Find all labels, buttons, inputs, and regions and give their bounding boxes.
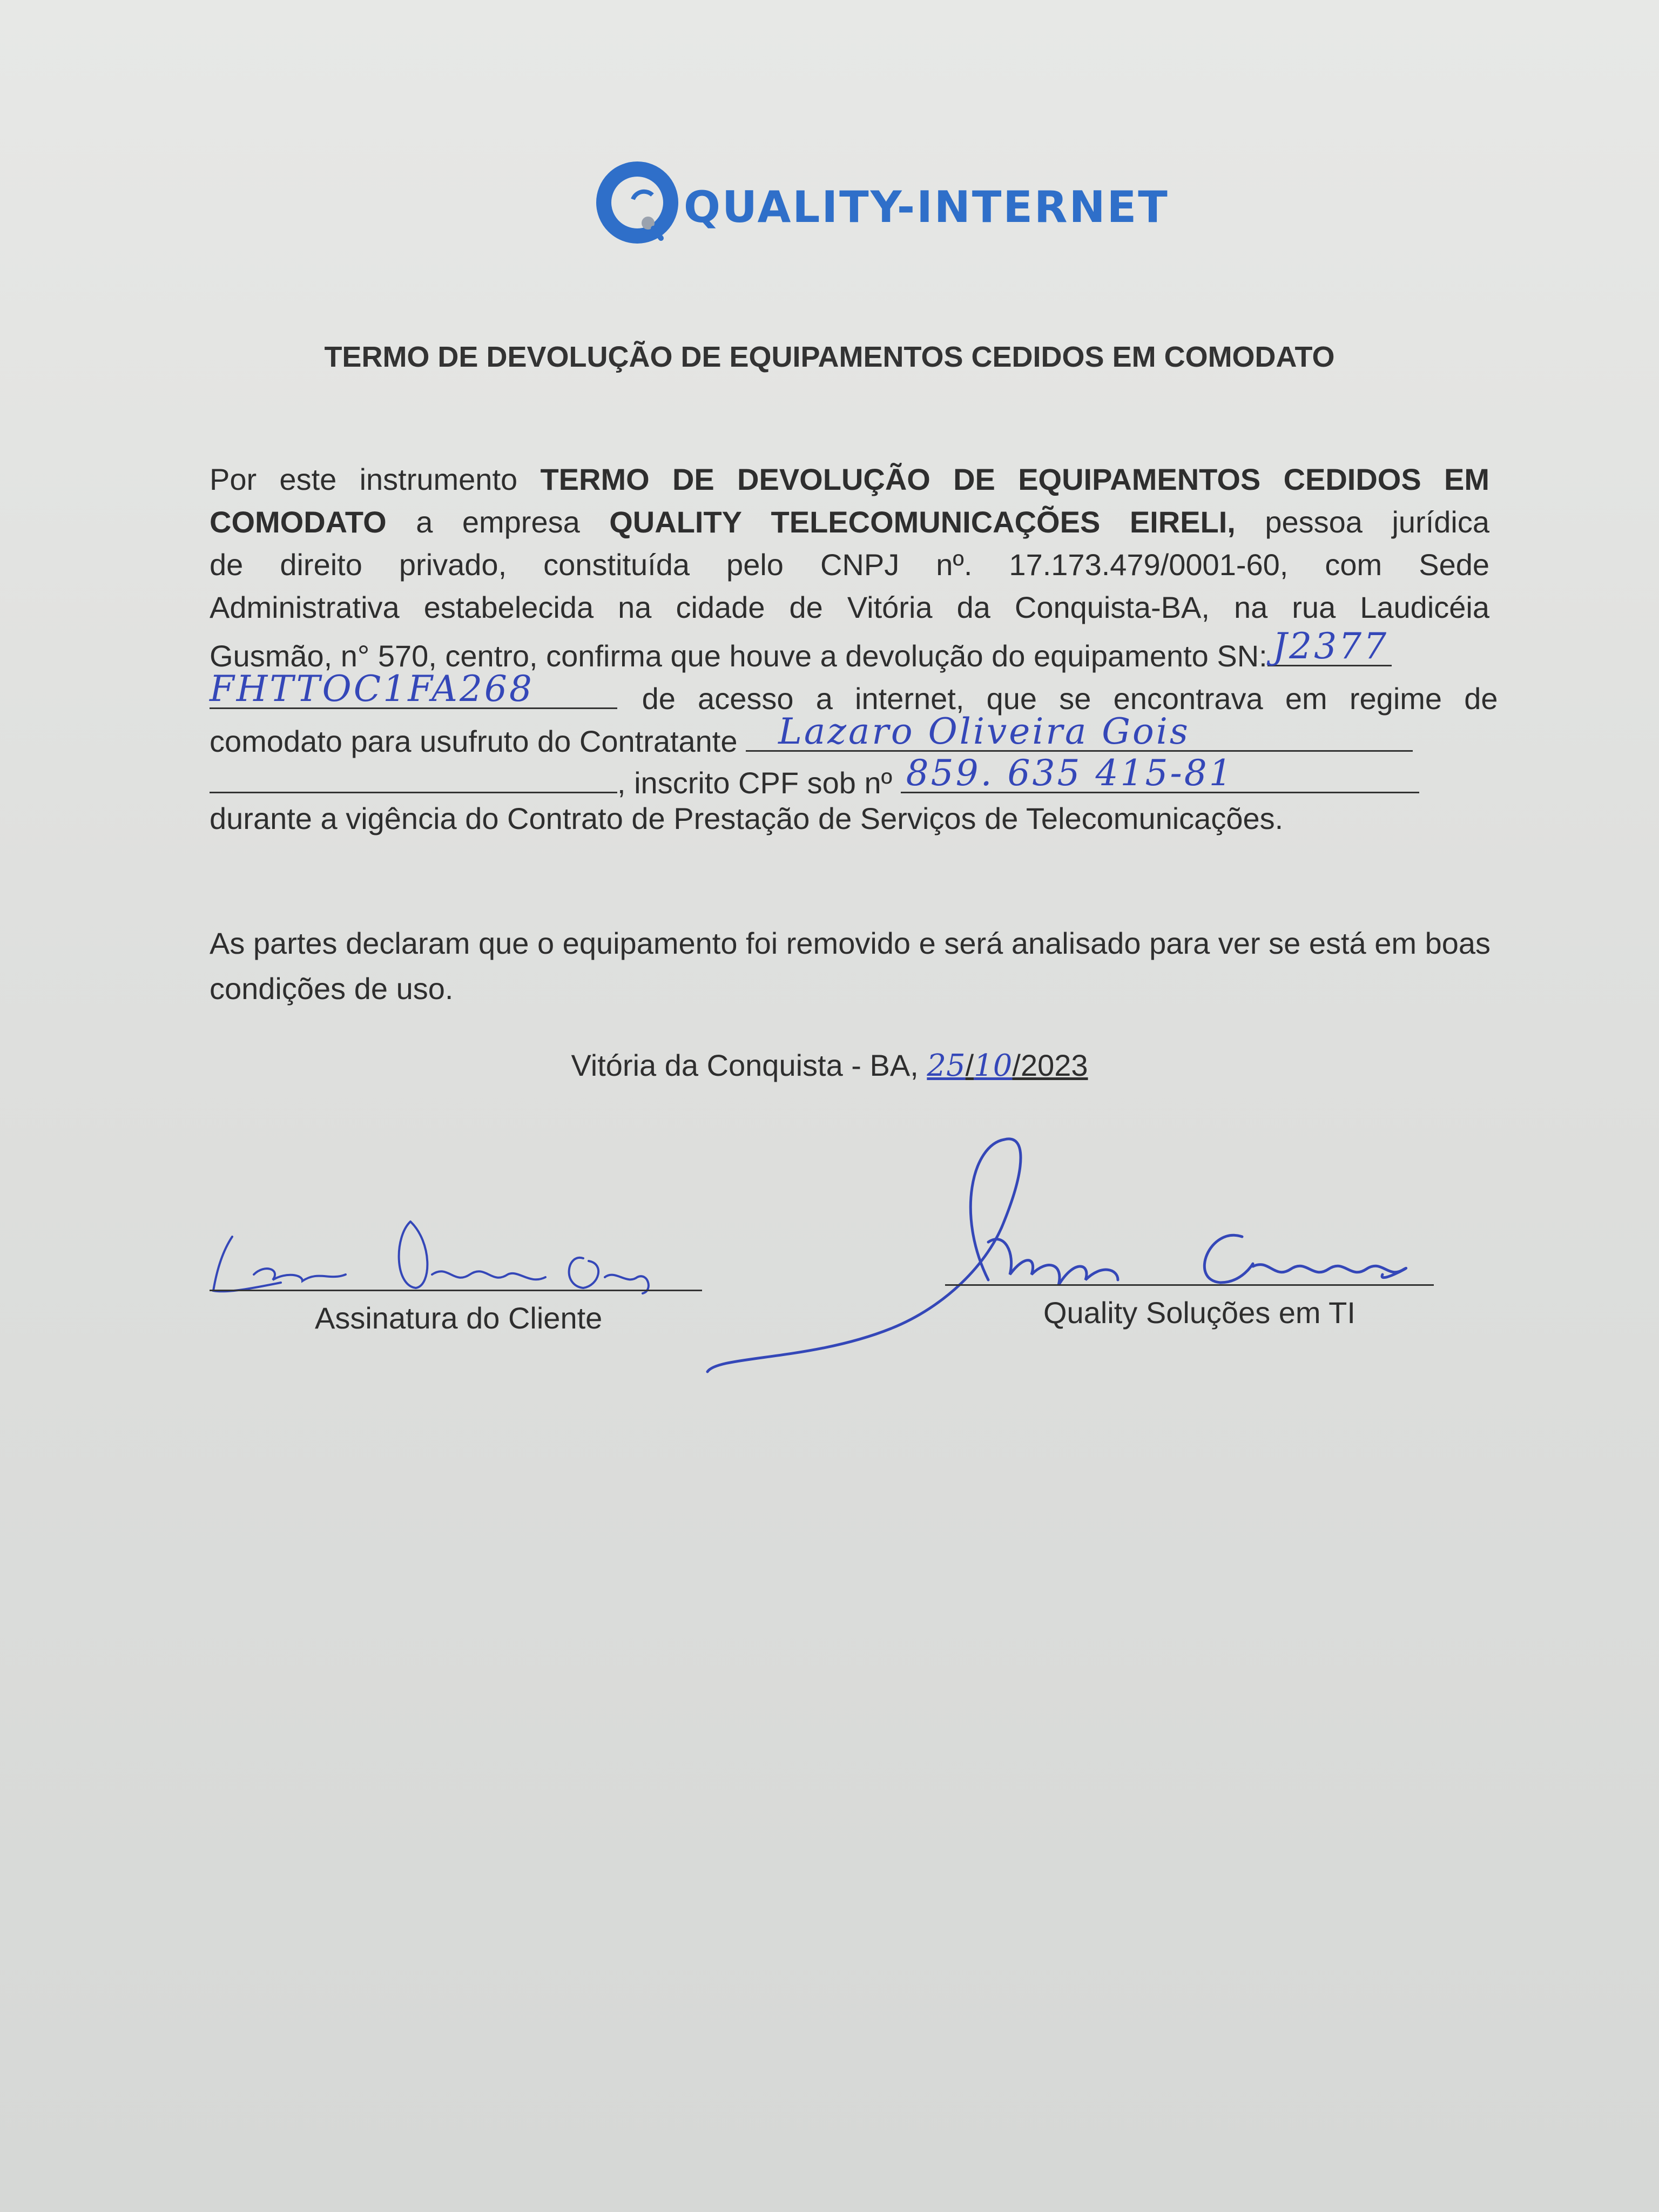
cpf-handwritten: 859. 635 415-81 [906, 752, 1234, 794]
client-name-handwritten: Lazaro Oliveira Gois [778, 711, 1190, 752]
date-month: 10 [974, 1048, 1013, 1083]
company-signature-label: Quality Soluções em TI [1043, 1296, 1355, 1330]
date-day: 25 [927, 1048, 966, 1083]
serial-part-2: FHTTOC1FA268 [210, 668, 534, 710]
p1-line-4: Administrativa estabelecida na cidade de Vitória da Conquista-BA, na rua Laudicéia [210, 590, 1489, 624]
company-signature-line [945, 1284, 1434, 1286]
date-line: Vitória da Conquista - BA, 25/10/2023 [571, 1048, 1088, 1083]
p1-line-1: Por este instrumento TERMO DE DEVOLUÇÃO DE EQUIPAMENTOS CEDIDOS EM [210, 462, 1490, 496]
client-signature-icon [213, 1222, 649, 1293]
document-title: TERMO DE DEVOLUÇÃO DE EQUIPAMENTOS CEDIDOS EM COMODATO [324, 341, 1335, 373]
p1-line-5: Gusmão, n° 570, centro, confirma que houve a devolução do equipamento SN: J2377 [210, 632, 1392, 673]
company-signature-icon [707, 1139, 1406, 1372]
logo-text: QUALITY-INTERNET [684, 181, 1169, 232]
p1-line-6: FHTTOC1FA268 de acesso a internet, que se encontrava em regime de [210, 668, 1498, 716]
client-signature-label: Assinatura do Cliente [315, 1301, 603, 1335]
date-year: /2023 [1012, 1048, 1088, 1082]
p1-line-2: COMODATO a empresa QUALITY TELECOMUNICAÇÕES EIRELI, pessoa jurídica [210, 505, 1489, 539]
p1-line-8: , inscrito CPF sob nº 859. 635 415-81 [210, 759, 1419, 800]
client-signature-line [210, 1290, 702, 1291]
p1-line-3: de direito privado, constituída pelo CNPJ nº. 17.173.479/0001-60, com Sede [210, 548, 1489, 582]
paragraph-2: As partes declaram que o equipamento foi removido e será analisado para ver se está em boas condições de uso. [210, 926, 1491, 1006]
serial-part-1: J2377 [1272, 625, 1389, 667]
p1-line-9: durante a vigência do Contrato de Prestação de Serviços de Telecomunicações. [210, 801, 1284, 835]
p1-line-7: comodato para usufruto do Contratante Lazaro Oliveira Gois [210, 718, 1413, 759]
